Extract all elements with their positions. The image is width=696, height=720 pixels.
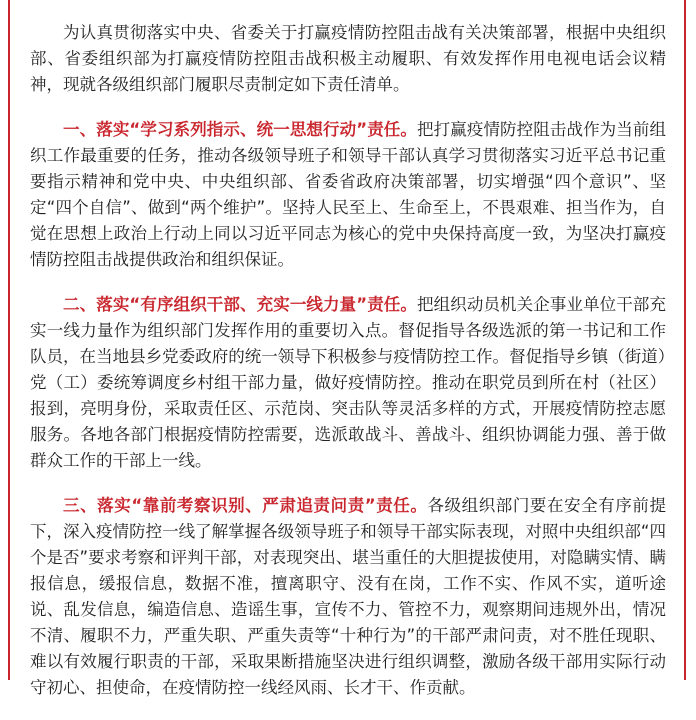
section-2-heading: 二、落实“有序组织干部、充实一线力量”责任。: [63, 295, 418, 314]
section-2-body: 把组织动员机关企事业单位干部充实一线力量作为组织部门发挥作用的重要切入点。督促指导各级选派的第一书记和工作队员，在当地县乡党委政府的统一领导下积极参与疫情防控工作。督促指导乡镇（街道）党（工）委统筹调度乡村组干部力量，做好疫情防控。推动在职党员到所在村（社区）报到，亮明身份，采取责任区、示范岗、突击队等灵活多样的方式，开展疫情防控志愿服务。各地各部门根据疫情防控需要，选派敢战斗、善战斗、组织协调能力强、善于做群众工作的干部上一线。: [30, 295, 666, 470]
section-3-paragraph: [30, 493, 666, 701]
section-3-heading: 三、落实“靠前考察识别、严肃追责问责”责任。: [63, 496, 428, 515]
section-1-heading: 一、落实“学习系列指示、统一思想行动”责任。: [63, 120, 418, 139]
section-1-body: 把打赢疫情防控阻击战作为当前组织工作最重要的任务，推动各级领导班子和领导干部认真学习贯彻落实习近平总书记重要指示精神和党中央、中央组织部、省委省政府决策部署，切实增强“四个意识”、坚定“四个自信”、做到“两个维护”。坚持人民至上、生命至上，不畏艰难、担当作为，自觉在思想上政治上行动上同以习近平同志为核心的党中央保持高度一致，为坚决打赢疫情防控阻击战提供政治和组织保证。: [30, 120, 666, 269]
article-body: [30, 20, 666, 720]
section-3-body: 各级组织部门要在安全有序前提下，深入疫情防控一线了解掌握各级领导班子和领导干部实际表现，对照中央组织部“四个是否”要求考察和评判干部，对表现突出、堪当重任的大胆提拔使用，对隐瞒实情、瞒报信息，缓报信息，数据不准，擅离职守、没有在岗，工作不实、作风不实，道听途说、乱发信息，编造信息、造谣生事，宣传不力、管控不力，观察期间违规外出，情况不清、履职不力，严重失职、严重失责等“十种行为”的干部严肃问责，对不胜任现职、难以有效履行职责的干部，采取果断措施坚决进行组织调整，激励各级干部用实际行动守初心、担使命，在疫情防控一线经风雨、长才干、作贡献。: [30, 496, 666, 697]
intro-paragraph: 为认真贯彻落实中央、省委关于打赢疫情防控阻击战有关决策部署，根据中央组织部、省委组织部为打赢疫情防控阻击战积极主动履职、有效发挥作用电视电话会议精神，现就各级组织部门履职尽责制定如下责任清单。: [30, 23, 666, 94]
section-1-paragraph: [30, 117, 666, 273]
section-2-paragraph: [30, 292, 666, 474]
